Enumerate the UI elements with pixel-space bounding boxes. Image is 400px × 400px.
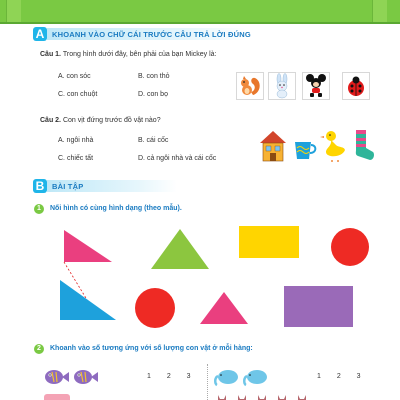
q2-option-c[interactable]: C. chiếc tất (58, 155, 94, 162)
green-triangle[interactable] (151, 229, 209, 269)
mickey-icon (302, 72, 330, 100)
header-bar (0, 0, 400, 22)
yellow-rectangle[interactable] (239, 226, 299, 258)
cup-icon (292, 136, 318, 162)
section-b-title: BÀI TẬP (52, 182, 84, 191)
header-tab (6, 0, 21, 22)
q2-option-d[interactable]: D. cả ngôi nhà và cái cốc (138, 155, 217, 162)
cat-icon (214, 392, 324, 400)
house-icon (258, 128, 288, 164)
section-a-icon: A (33, 27, 47, 41)
q2-option-b[interactable]: B. cái cốc (138, 137, 169, 144)
row-1-right-number-choices[interactable]: 1 2 3 (317, 373, 368, 380)
question-2 (40, 117, 161, 124)
sock-icon (350, 128, 376, 162)
pink-triangle-top[interactable] (64, 230, 112, 262)
red-circle[interactable] (331, 228, 369, 266)
header-tab (372, 0, 387, 22)
row-2-left-animal (44, 394, 70, 400)
shape-matching-area (0, 220, 400, 340)
ladybug-icon (342, 72, 370, 100)
task-1-number: 1 (34, 204, 44, 214)
squirrel-icon (236, 72, 264, 100)
row-1-number-choices[interactable]: 1 2 3 (147, 373, 198, 380)
task-2-instruction: Khoanh vào số tương ứng với số lượng con vật ở mỗi hàng: (50, 345, 253, 352)
task-2-number: 2 (34, 344, 44, 354)
fish-icon (42, 366, 102, 388)
row-divider (207, 364, 208, 400)
q1-option-d[interactable]: D. con bọ (138, 91, 168, 98)
blue-triangle[interactable] (60, 280, 116, 320)
elephant-icon (214, 366, 274, 388)
rabbit-icon (268, 72, 296, 100)
pink-triangle-bottom[interactable] (200, 292, 248, 324)
question-2-text: Con vịt đứng trước đồ vật nào? (62, 117, 161, 124)
duck-icon (320, 128, 348, 162)
question-2-label: Câu 2. (40, 117, 62, 124)
purple-rectangle[interactable] (284, 286, 353, 327)
red-circle-bottom[interactable] (135, 288, 175, 328)
q1-option-b[interactable]: B. con thỏ (138, 73, 170, 80)
q1-option-a[interactable]: A. con sóc (58, 73, 91, 80)
section-a-title: KHOANH VÀO CHỮ CÁI TRƯỚC CÂU TRẢ LỜI ĐÚNG (52, 30, 251, 39)
question-1-text: Trong hình dưới đây, bên phải của bạn Mickey là: (62, 51, 217, 58)
question-1-label: Câu 1. (40, 51, 62, 58)
header-strip (0, 22, 400, 24)
q1-option-c[interactable]: C. con chuột (58, 91, 98, 98)
q2-option-a[interactable]: A. ngôi nhà (58, 137, 94, 144)
question-1 (40, 51, 217, 58)
section-b-icon: B (33, 179, 47, 193)
task-1-instruction: Nối hình có cùng hình dạng (theo mẫu). (50, 205, 182, 212)
